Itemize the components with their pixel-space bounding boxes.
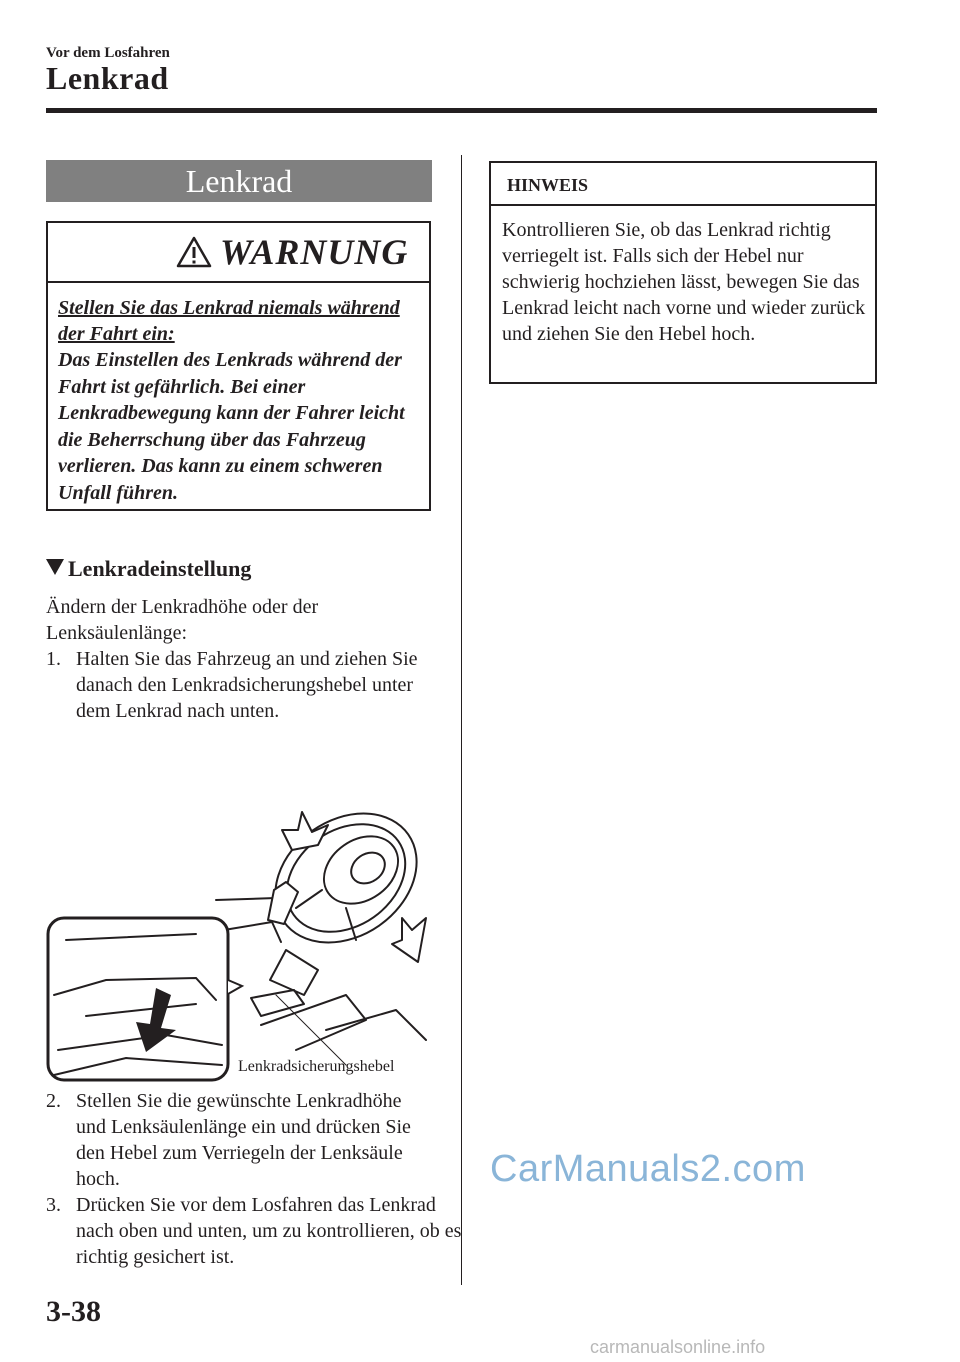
section-label: Vor dem Losfahren bbox=[46, 45, 170, 61]
warning-header bbox=[48, 223, 429, 283]
step-text: Stellen Sie die gewünschte Lenkradhöhe und Lenksäulenlänge ein und drücken Sie den Hebel zum Verriegeln der Lenksäule hoch. bbox=[76, 1090, 411, 1190]
step-text: Halten Sie das Fahrzeug an und ziehen Sie danach den Lenkradsicherungshebel unter dem Lenkrad nach unten. bbox=[76, 648, 418, 722]
figure-caption: Lenkradsicherungshebel bbox=[238, 1058, 395, 1075]
subsection-heading-text: Lenkradeinstellung bbox=[68, 556, 252, 581]
note-box bbox=[489, 161, 877, 384]
page-number: 3-38 bbox=[46, 1295, 101, 1328]
triangle-bullet-icon bbox=[46, 559, 64, 575]
note-title: HINWEIS bbox=[491, 163, 875, 206]
step-text: Drücken Sie vor dem Losfahren das Lenkrad nach oben und unten, um zu kontrollieren, ob es richtig gesichert ist. bbox=[76, 1194, 462, 1268]
warning-triangle-icon bbox=[176, 236, 212, 268]
watermark-logo: CarManuals2.com bbox=[490, 1148, 806, 1190]
warning-title: WARNUNG bbox=[220, 232, 409, 272]
step-number: 2. bbox=[46, 1090, 61, 1112]
warning-subtitle: Stellen Sie das Lenkrad niemals während der Fahrt ein: bbox=[58, 297, 400, 345]
section-title-bar: Lenkrad bbox=[46, 160, 432, 202]
steering-wheel-illustration bbox=[46, 790, 438, 1082]
subsection-heading bbox=[46, 556, 251, 582]
note-text: Kontrollieren Sie, ob das Lenkrad richtig verriegelt ist. Falls sich der Hebel nur schwierig hochziehen lässt, bewegen Sie das Lenkrad leicht nach vorne und wieder zurück und ziehen Sie den Hebel hoch. bbox=[502, 219, 866, 345]
column-divider bbox=[461, 155, 462, 1285]
intro-text: Ändern der Lenkradhöhe oder der Lenksäulenlänge: bbox=[46, 596, 319, 644]
warning-box bbox=[46, 221, 431, 511]
footer-url: carmanualsonline.info bbox=[590, 1337, 766, 1357]
header-rule bbox=[46, 108, 877, 113]
step-number: 3. bbox=[46, 1194, 61, 1216]
warning-text: Das Einstellen des Lenkrads während der Fahrt ist gefährlich. Bei einer Lenkradbewegung kann der Fahrer leicht die Beherrschung über das Fahrzeug verlieren. Das kann zu einem schweren Unfall führen. bbox=[58, 349, 405, 504]
page-title: Lenkrad bbox=[46, 60, 169, 96]
step-number: 1. bbox=[46, 648, 61, 670]
